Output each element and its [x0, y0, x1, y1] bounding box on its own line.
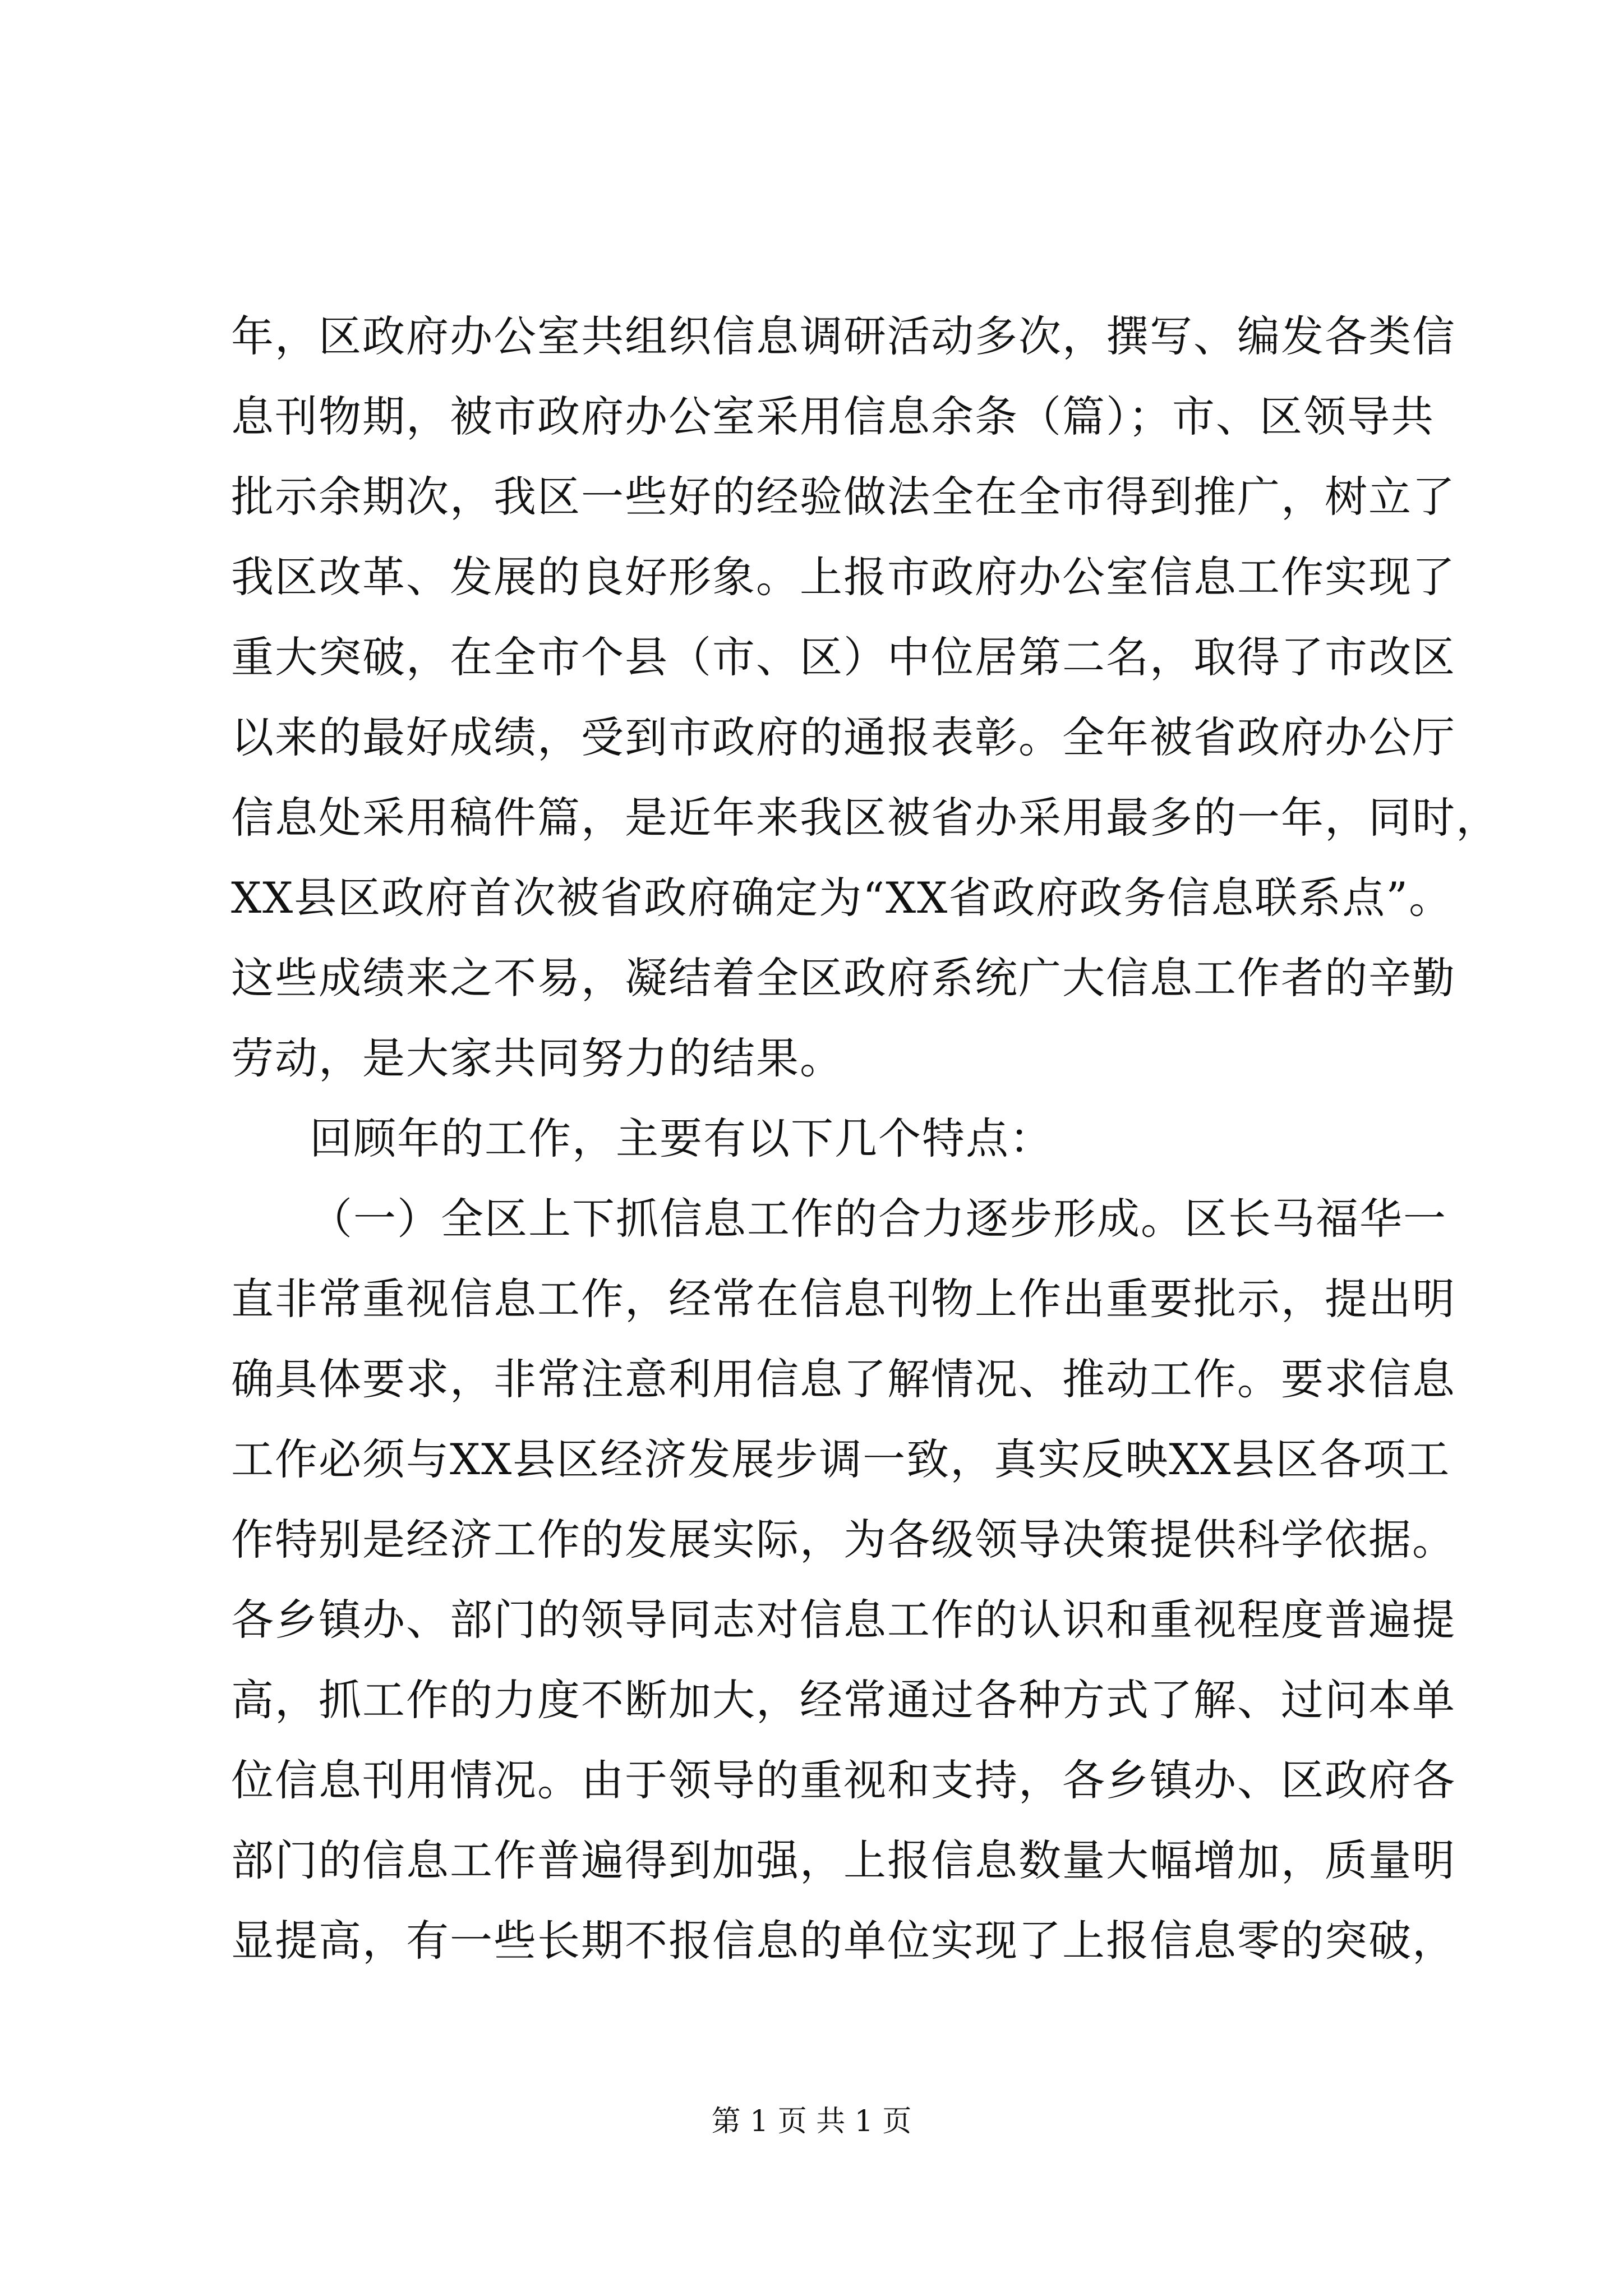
- text-line: 年，区政府办公室共组织信息调研活动多次，撰写、编发各类信: [231, 311, 1456, 361]
- text-line: 显提高，有一些长期不报信息的单位实现了上报信息零的突破，: [231, 1916, 1456, 1966]
- text-line: 作特别是经济工作的发展实际，为各级领导决策提供科学依据。: [231, 1515, 1456, 1565]
- text-line: 确具体要求，非常注意利用信息了解情况、推动工作。要求信息: [231, 1354, 1456, 1404]
- text-line: 重大突破，在全市个县（市、区）中位居第二名，取得了市改区: [231, 632, 1456, 682]
- text-line: 工作必须与XX县区经济发展步调一致，真实反映XX县区各项工: [231, 1434, 1451, 1484]
- page-footer: 第 1 页 共 1 页: [711, 2105, 912, 2138]
- text-line: 批示余期次，我区一些好的经验做法全在全市得到推广，树立了: [231, 472, 1456, 522]
- text-line: 位信息刊用情况。由于领导的重视和支持，各乡镇办、区政府各: [231, 1755, 1456, 1805]
- text-line: 劳动，是大家共同努力的结果。: [231, 1033, 843, 1083]
- text-line: 各乡镇办、部门的领导同志对信息工作的认识和重视程度普遍提: [231, 1595, 1456, 1645]
- text-line: 这些成绩来之不易，凝结着全区政府系统广大信息工作者的辛勤: [231, 953, 1456, 1003]
- text-line: 息刊物期，被市政府办公室采用信息余条（篇）；市、区领导共: [231, 392, 1435, 441]
- document-body: [231, 296, 1500, 1981]
- text-line: 信息处采用稿件篇，是近年来我区被省办采用最多的一年，同时，: [231, 793, 1500, 843]
- text-line: 回顾年的工作，主要有以下几个特点：: [310, 1114, 1053, 1163]
- text-line: 我区改革、发展的良好形象。上报市政府办公室信息工作实现了: [231, 552, 1456, 602]
- text-line: （一）全区上下抓信息工作的合力逐步形成。区长马福华一: [310, 1194, 1447, 1244]
- text-line: 以来的最好成绩，受到市政府的通报表彰。全年被省政府办公厅: [231, 712, 1456, 762]
- text-line: XX县区政府首次被省政府确定为“XX省政府政务信息联系点”。: [231, 873, 1453, 923]
- text-line: 部门的信息工作普遍得到加强，上报信息数量大幅增加，质量明: [231, 1835, 1456, 1885]
- text-line: 直非常重视信息工作，经常在信息刊物上作出重要批示，提出明: [231, 1274, 1456, 1324]
- text-line: 高，抓工作的力度不断加大，经常通过各种方式了解、过问本单: [231, 1675, 1456, 1725]
